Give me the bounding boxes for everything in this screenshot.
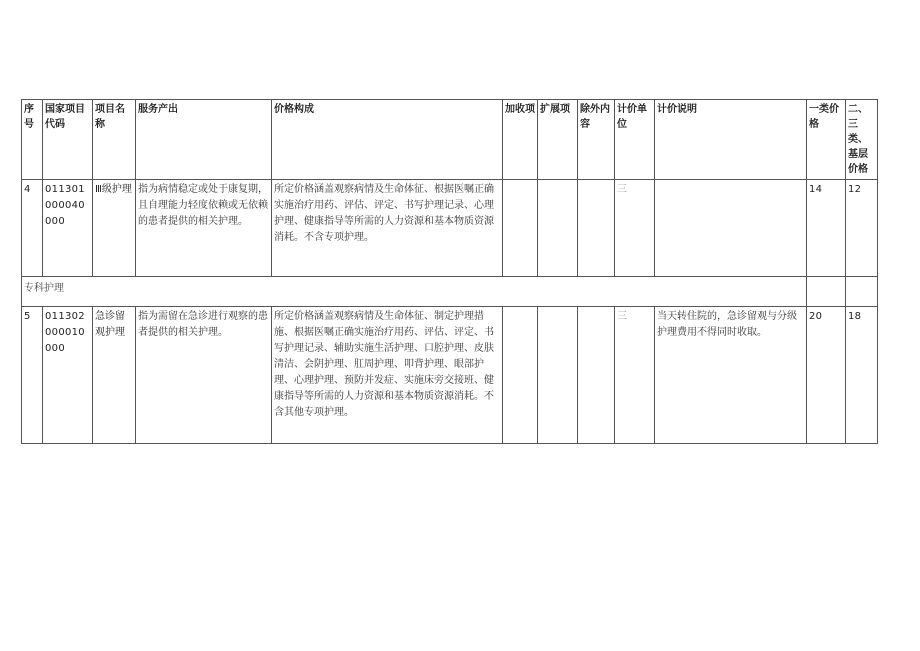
header-row	[22, 100, 878, 180]
row-code: 011302000010000	[43, 307, 93, 444]
header-code: 国家项目代码	[43, 100, 93, 180]
row-class23-price: 18	[846, 307, 878, 444]
row-output: 指为需留在急诊进行观察的患者提供的相关护理。	[136, 307, 272, 444]
header-note: 计价说明	[655, 100, 807, 180]
row-exclusion	[578, 307, 615, 444]
row-output: 指为病情稳定或处于康复期，且自理能力轻度依赖或无依赖的患者提供的相关护理。	[136, 180, 272, 277]
row-unit: 三	[615, 180, 655, 277]
row-class23-price: 12	[846, 180, 878, 277]
section-cell-class1	[807, 277, 846, 307]
row-name: Ⅲ级护理	[93, 180, 136, 277]
row-ext-item	[538, 180, 578, 277]
header-ext-item: 扩展项	[538, 100, 578, 180]
row-extra-fee	[503, 307, 538, 444]
section-row	[22, 277, 878, 307]
row-note: 当天转住院的，急诊留观与分级护理费用不得同时收取。	[655, 307, 807, 444]
header-output: 服务产出	[136, 100, 272, 180]
row-unit: 三	[615, 307, 655, 444]
header-exclusion: 除外内容	[578, 100, 615, 180]
row-note	[655, 180, 807, 277]
row-seq: 4	[22, 180, 43, 277]
row-composition: 所定价格涵盖观察病情及生命体征、根据医嘱正确实施治疗用药、评估、评定、书写护理记录、心理护理、健康指导等所需的人力资源和基本物质资源消耗。不含专项护理。	[272, 180, 503, 277]
header-name: 项目名称	[93, 100, 136, 180]
header-extra-fee: 加收项	[503, 100, 538, 180]
row-exclusion	[578, 180, 615, 277]
row-ext-item	[538, 307, 578, 444]
row-seq: 5	[22, 307, 43, 444]
header-unit: 计价单位	[615, 100, 655, 180]
section-cell-class23	[846, 277, 878, 307]
row-class1-price: 14	[807, 180, 846, 277]
row-extra-fee	[503, 180, 538, 277]
table-row	[22, 180, 878, 277]
price-table	[21, 99, 878, 444]
header-class23-price: 二、三类、基层价格	[846, 100, 878, 180]
table-row	[22, 307, 878, 444]
row-composition: 所定价格涵盖观察病情及生命体征、制定护理措施、根据医嘱正确实施治疗用药、评估、评定、书写护理记录、辅助实施生活护理、口腔护理、皮肤清洁、会阴护理、肛周护理、叩背护理、眼部护理、心理护理、预防并发症、实施床旁交接班、健康指导等所需的人力资源和基本物质资源消耗。不含其他专项护理。	[272, 307, 503, 444]
row-class1-price: 20	[807, 307, 846, 444]
row-name: 急诊留观护理	[93, 307, 136, 444]
header-class1-price: 一类价格	[807, 100, 846, 180]
header-seq: 序号	[22, 100, 43, 180]
header-composition: 价格构成	[272, 100, 503, 180]
row-code: 011301000040000	[43, 180, 93, 277]
section-label: 专科护理	[22, 277, 807, 307]
